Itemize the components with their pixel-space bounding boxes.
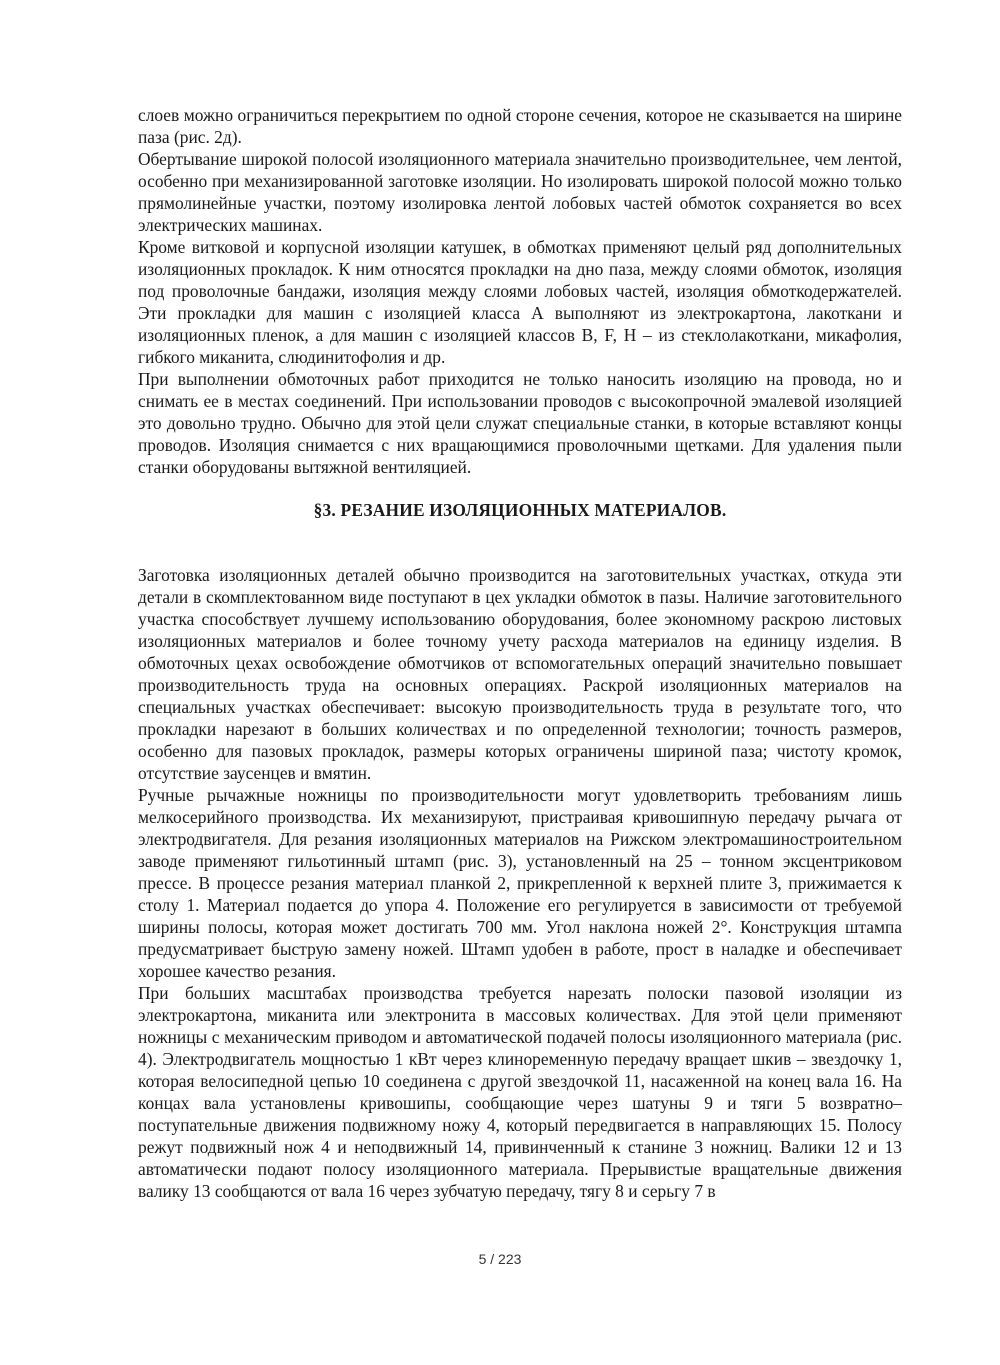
paragraph: Кроме витковой и корпусной изоляции катушек, в обмотках применяют целый ряд дополнительных изоляционных прокладок. К ним относятся прокладки на дно паза, между слоями обмоток, изоляция под проволочные бандажи, изоляция между слоями лобовых частей, изоляция обмоткодержателей. Эти прокладки для машин с изоляцией класса А выполняют из электрокартона, лакоткани и изоляционных пленок, а для машин с изоляцией классов В, F, Н – из стеклолакоткани, микафолия, гибкого миканита, слюдинитофолия и др. — [138, 237, 902, 367]
paragraph: Ручные рычажные ножницы по производительности могут удовлетворить требованиям лишь мелкосерийного производства. Их механизируют, пристраивая кривошипную передачу рычага от электродвигателя. Для резания изоляционных материалов на Рижском электромашиностроительном заводе применяют гильотинный штамп (рис. 3), установленный на 25 – тонном эксцентриковом прессе. В процессе резания материал планкой 2, прикрепленной к верхней плите 3, прижимается к столу 1. Материал подается до упора 4. Положение его регулируется в зависимости от требуемой ширины полосы, которая может достигать 700 мм. Угол наклона ножей 2°. Конструкция штампа предусматривает быструю замену ножей. Штамп удобен в работе, прост в наладке и обеспечивает хорошее качество резания. — [138, 785, 902, 981]
paragraph: При выполнении обмоточных работ приходится не только наносить изоляцию на провода, но и снимать ее в местах соединений. При использовании проводов с высокопрочной эмалевой изоляцией это довольно трудно. Обычно для этой цели служат специальные станки, в которые вставляют концы проводов. Изоляция снимается с них вращающимися проволочными щетками. Для удаления пыли станки оборудованы вытяжной вентиляцией. — [138, 369, 902, 477]
page-number: 5 / 223 — [478, 1251, 522, 1267]
section-heading: §3. РЕЗАНИЕ ИЗОЛЯЦИОННЫХ МАТЕРИАЛОВ. — [313, 500, 727, 520]
paragraph: Заготовка изоляционных деталей обычно производится на заготовительных участках, откуда эти детали в скомплектованном виде поступают в цех укладки обмоток в пазы. Наличие заготовительного участка способствует лучшему использованию оборудования, более экономному раскрою листовых изоляционных материалов и более точному учету расхода материалов на единицу изделия. В обмоточных цехах освобождение обмотчиков от вспомогательных операций значительно повышает производительность труда на основных операциях. Раскрой изоляционных материалов на специальных участках обеспечивает: высокую производительность труда в результате того, что прокладки нарезают в больших количествах и по определенной технологии; точность размеров, особенно для пазовых прокладок, размеры которых ограничены шириной паза; чистоту кромок, отсутствие заусенцев и вмятин. — [138, 565, 902, 783]
paragraph: Обертывание широкой полосой изоляционного материала значительно производительнее, чем лентой, особенно при механизированной заготовке изоляции. Но изолировать широкой полосой можно только прямолинейные участки, поэтому изолировка лентой лобовых частей обмоток сохраняется во всех электрических машинах. — [138, 149, 902, 235]
document-body — [138, 104, 902, 1202]
paragraph: слоев можно ограничиться перекрытием по одной стороне сечения, которое не сказывается на ширине паза (рис. 2д). — [138, 105, 902, 147]
paragraph: При больших масштабах производства требуется нарезать полоски пазовой изоляции из электрокартона, миканита или электронита в массовых количествах. Для этой цели применяют ножницы с механическим приводом и автоматической подачей полосы изоляционного материала (рис. 4). Электродвигатель мощностью 1 кВт через клиноременную передачу вращает шкив – звездочку 1, которая велосипедной цепью 10 соединена с другой звездочкой 11, насаженной на конец вала 16. На концах вала установлены кривошипы, сообщающие через шатуны 9 и тяги 5 возвратно–поступательные движения подвижному ножу 4, который передвигается в направляющих 15. Полосу режут подвижный нож 4 и неподвижный 14, привинченный к станине 3 ножниц. Валики 12 и 13 автоматически подают полосу изоляционного материала. Прерывистые вращательные движения валику 13 сообщаются от вала 16 через зубчатую передачу, тягу 8 и серьгу 7 в — [138, 983, 902, 1201]
